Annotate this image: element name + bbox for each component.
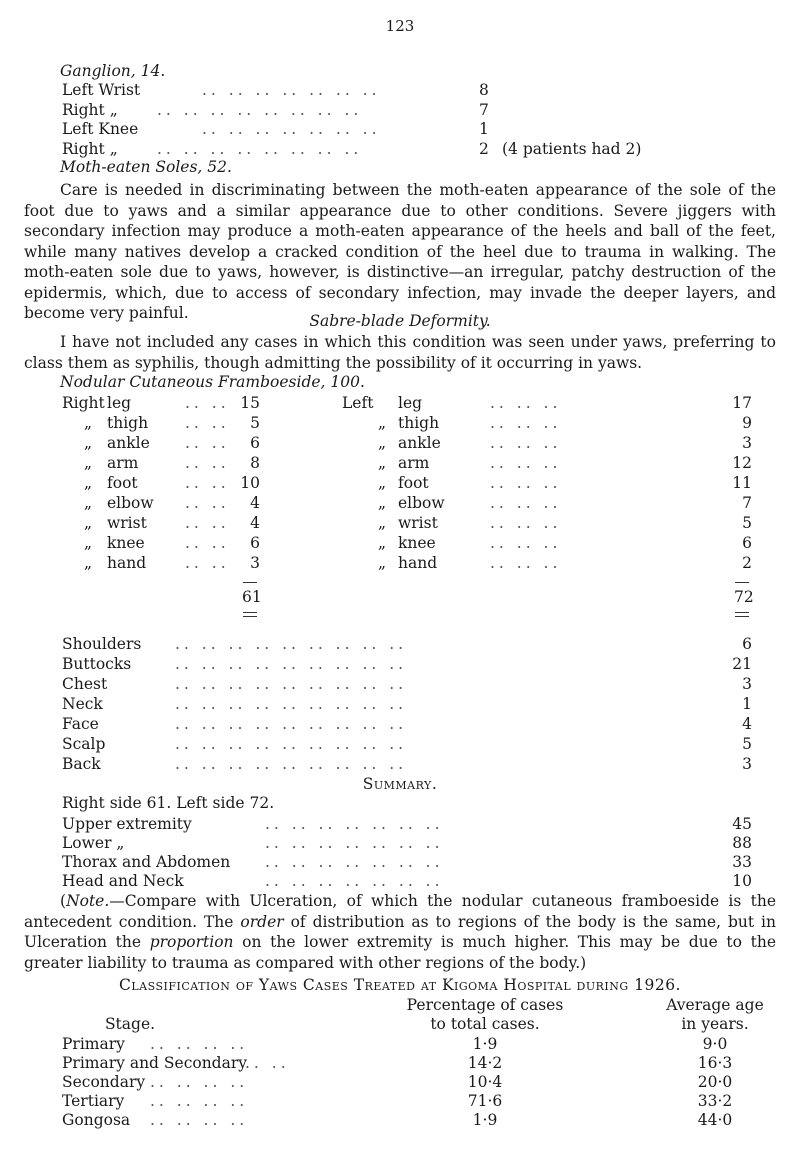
table-row: „ „ wrist .. .. 4 wrist .. .. .. 5: [84, 514, 752, 532]
stage-label: Tertiary: [62, 1092, 125, 1110]
col-header-stage: Stage.: [104, 1015, 156, 1033]
moth-eaten-heading: Moth-eaten Soles, 52.: [60, 158, 232, 176]
body-part: elbow: [107, 494, 154, 512]
table-row: Tertiary .. .. .. .. 71·6 33·2: [0, 1092, 800, 1113]
site-count: 3: [742, 755, 752, 773]
body-part: knee: [107, 534, 145, 552]
site-label: Neck: [62, 695, 103, 713]
left-count: 11: [732, 474, 752, 492]
body-part: leg: [107, 394, 132, 412]
body-part: thigh: [107, 414, 149, 432]
ditto-mark: „: [84, 474, 93, 492]
right-count: 5: [250, 414, 260, 432]
left-count: 3: [742, 434, 752, 452]
site-count: 3: [742, 675, 752, 693]
left-total: 72: [734, 588, 754, 606]
average-age-value: 16·3: [697, 1054, 733, 1072]
average-age-value: 20·0: [697, 1073, 733, 1091]
body-part: thigh: [398, 414, 440, 432]
left-count: 17: [732, 394, 752, 412]
table-row: Secondary .. .. .. .. 10·4 20·0: [0, 1073, 800, 1094]
table-row: Lower „ .. .. .. .. .. .. .. 88: [62, 834, 752, 852]
summary-value: 33: [732, 853, 752, 871]
site-label: Back: [62, 755, 101, 773]
summary-label: Head and Neck: [62, 872, 184, 890]
ditto-mark: „: [84, 454, 93, 472]
right-count: 6: [250, 534, 260, 552]
ganglion-heading: Ganglion, 14.: [60, 62, 166, 80]
site-label: Scalp: [62, 735, 106, 753]
sabre-paragraph: I have not included any cases in which this condition was seen under yaws, preferring to class them as syphilis, though admitting the possibility of it occurring in yaws.: [24, 333, 776, 372]
table-row: Left Wrist .. .. .. .. .. .. .. 8: [62, 81, 489, 99]
right-count: 10: [240, 474, 260, 492]
ditto-mark: „: [378, 454, 387, 472]
ditto-mark: „: [378, 434, 387, 452]
sabre-heading: Sabre-blade Deformity.: [309, 312, 491, 330]
table-row: Back .. .. .. .. .. .. .. .. .. 3: [62, 755, 752, 773]
table-row: Face .. .. .. .. .. .. .. .. .. 4: [62, 715, 752, 733]
site-count: 6: [742, 635, 752, 653]
right-total: 61: [242, 588, 262, 606]
table-row: Gongosa .. .. .. .. 1·9 44·0: [0, 1111, 800, 1132]
left-count: 9: [742, 414, 752, 432]
stage-label: Secondary: [62, 1073, 146, 1091]
table-row: Chest .. .. .. .. .. .. .. .. .. 3: [62, 675, 752, 693]
stage-label: Primary: [62, 1035, 125, 1053]
summary-heading: Summary.: [362, 775, 438, 793]
left-count: 5: [742, 514, 752, 532]
col-header-pct-1: Percentage of cases: [406, 996, 564, 1014]
body-part: elbow: [398, 494, 445, 512]
left-count: 2: [742, 554, 752, 572]
ditto-mark: „: [378, 414, 387, 432]
classification-heading: Classification of Yaws Cases Treated at Kigoma Hospital during 1926.: [119, 976, 681, 994]
right-count: 6: [250, 434, 260, 452]
percentage-value: 14·2: [467, 1054, 503, 1072]
body-part: leg: [398, 394, 423, 412]
ditto-mark: „: [84, 414, 93, 432]
table-row: „ „ knee .. .. 6 knee .. .. .. 6: [84, 534, 752, 552]
stage-label: Primary and Secondary: [62, 1054, 248, 1072]
right-side-label: Right: [62, 394, 105, 412]
ditto-mark: „: [378, 554, 387, 572]
rule: [735, 582, 749, 583]
table-row: „ „ elbow .. .. 4 elbow .. .. .. 7: [84, 494, 752, 512]
page-number: 123: [385, 17, 415, 35]
body-part: hand: [107, 554, 147, 572]
nodular-heading: Nodular Cutaneous Framboeside, 100.: [60, 373, 365, 391]
ditto-mark: „: [84, 514, 93, 532]
table-row: „ „ hand .. .. 3 hand .. .. .. 2: [84, 554, 752, 572]
body-part: foot: [398, 474, 429, 492]
right-count: 15: [240, 394, 260, 412]
table-row: Head and Neck .. .. .. .. .. .. .. 10: [62, 872, 752, 890]
body-part: arm: [398, 454, 430, 472]
ditto-mark: „: [84, 494, 93, 512]
table-row: Primary and Secondary .. .. 14·2 16·3: [0, 1054, 800, 1075]
right-count: 8: [250, 454, 260, 472]
site-count: 4: [742, 715, 752, 733]
right-count: 4: [250, 514, 260, 532]
table-row: „ „ arm .. .. 8 arm .. .. .. 12: [84, 454, 752, 472]
table-row: Primary .. .. .. .. 1·9 9·0: [0, 1035, 800, 1056]
site-count: 21: [732, 655, 752, 673]
percentage-value: 10·4: [467, 1073, 503, 1091]
table-row: Left Knee .. .. .. .. .. .. .. 1: [62, 120, 489, 138]
site-label: Face: [62, 715, 99, 733]
site-count: 1: [742, 695, 752, 713]
table-row: Upper extremity .. .. .. .. .. .. .. 45: [62, 815, 752, 833]
double-rule: [735, 612, 749, 617]
summary-note: (Note.—Compare with Ulceration, of which the nodular cutaneous framboeside is the antecedent condition. The order of distribution as to regions of the body is the same, but in Ulceration the proportion on the lower extremity is much higher. This may be due to the greater liability to trauma as compared with other regions of the body.): [24, 892, 777, 972]
summary-value: 45: [732, 815, 752, 833]
table-row: „ „ foot .. .. 10 foot .. .. .. 11: [84, 474, 752, 492]
body-part: ankle: [398, 434, 441, 452]
ditto-mark: „: [84, 434, 93, 452]
col-header-pct-2: to total cases.: [430, 1015, 540, 1033]
site-label: Chest: [62, 675, 108, 693]
percentage-value: 1·9: [472, 1035, 498, 1053]
double-rule: [243, 612, 257, 617]
ditto-mark: „: [84, 534, 93, 552]
table-row: „ „ ankle .. .. 6 ankle .. .. .. 3: [84, 434, 752, 452]
summary-value: 88: [732, 834, 752, 852]
left-count: 6: [742, 534, 752, 552]
stage-label: Gongosa: [62, 1111, 131, 1129]
table-row: Thorax and Abdomen .. .. .. .. .. .. .. 33: [62, 853, 752, 871]
ditto-mark: „: [378, 514, 387, 532]
moth-eaten-paragraph: Care is needed in discriminating between the moth-eaten appearance of the sole of the foot due to yaws and a similar appearance due to other conditions. Severe jiggers with secondary infection may produce a moth-eaten appearance of the heels and ball of the feet, while many natives develop a cracked condition of the heel due to trauma in walking. The moth-eaten sole due to yaws, however, is distinctive—an irregular, patchy destruction of the epidermis, which, due to access of secondary infection, may invade the deeper layers, and become very painful.: [24, 181, 776, 322]
site-label: Buttocks: [62, 655, 132, 673]
table-row: Right „ .. .. .. .. .. .. .. .. 2 (4 patients had 2): [62, 140, 642, 158]
body-part: knee: [398, 534, 436, 552]
summary-label: Lower „: [62, 834, 125, 852]
col-header-age-2: in years.: [681, 1015, 749, 1033]
site-count: 5: [742, 735, 752, 753]
right-count: 3: [250, 554, 260, 572]
left-side-label: Left: [342, 394, 374, 412]
body-part: foot: [107, 474, 138, 492]
right-count: 4: [250, 494, 260, 512]
col-header-age-1: Average age: [666, 996, 764, 1014]
ditto-mark: „: [378, 494, 387, 512]
percentage-value: 71·6: [467, 1092, 503, 1110]
ditto-mark: „: [378, 534, 387, 552]
table-row: Neck .. .. .. .. .. .. .. .. .. 1: [62, 695, 752, 713]
percentage-value: 1·9: [472, 1111, 498, 1129]
left-count: 12: [732, 454, 752, 472]
body-part: ankle: [107, 434, 150, 452]
body-part: wrist: [398, 514, 438, 532]
body-part: arm: [107, 454, 139, 472]
body-part: hand: [398, 554, 438, 572]
summary-label: Thorax and Abdomen: [62, 853, 231, 871]
summary-value: 10: [732, 872, 752, 890]
rule: [243, 582, 257, 583]
average-age-value: 44·0: [697, 1111, 733, 1129]
table-row: Shoulders .. .. .. .. .. .. .. .. .. 6: [62, 635, 752, 653]
site-label: Shoulders: [62, 635, 142, 653]
ditto-mark: „: [84, 554, 93, 572]
table-row: Right Left leg .. .. 15 leg .. .. .. 17: [62, 394, 752, 412]
body-part: wrist: [107, 514, 147, 532]
ditto-mark: „: [378, 474, 387, 492]
table-row: Buttocks .. .. .. .. .. .. .. .. .. 21: [62, 655, 752, 673]
table-row: Scalp .. .. .. .. .. .. .. .. .. 5: [62, 735, 752, 753]
left-count: 7: [742, 494, 752, 512]
summary-label: Upper extremity: [62, 815, 192, 833]
table-row: „ „ thigh .. .. 5 thigh .. .. .. 9: [84, 414, 752, 432]
average-age-value: 33·2: [697, 1092, 733, 1110]
table-row: Right „ .. .. .. .. .. .. .. .. 7: [62, 101, 489, 119]
summary-sides: Right side 61. Left side 72.: [62, 794, 275, 812]
average-age-value: 9·0: [702, 1035, 728, 1053]
